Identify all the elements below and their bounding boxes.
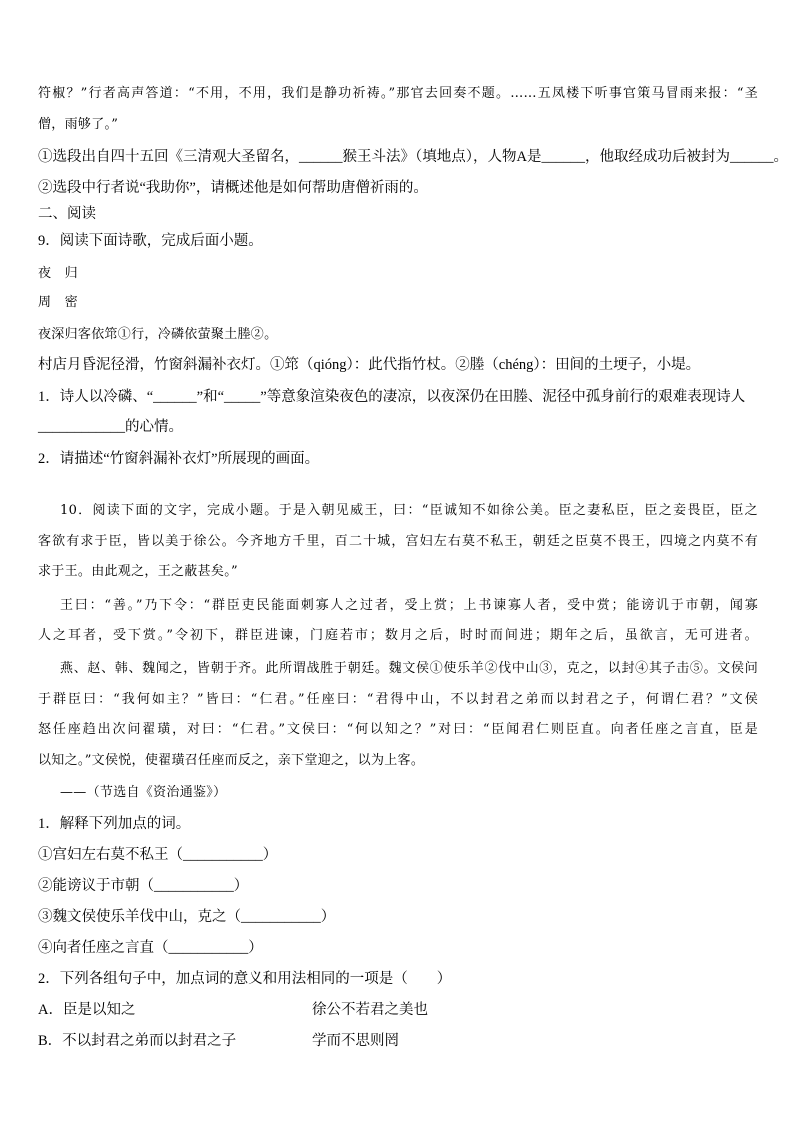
question-line: ③魏文侯使乐羊伐中山，克之（___________） <box>38 909 336 925</box>
question-line: ②能谤议于市朝（___________） <box>38 878 249 894</box>
option-b-right: 学而不思则罔 <box>312 1033 399 1049</box>
question-line: ①宫妇左右莫不私王（___________） <box>38 847 278 863</box>
passage-line: 人之耳者，受下赏。”令初下，群臣进谏，门庭若市；数月之后，时时而间进；期年之后，虽欲言，无可进者。 <box>38 628 758 643</box>
poem-title: 夜 归 <box>38 266 78 281</box>
passage-line: 求于王。由此观之，王之蔽甚矣。” <box>38 564 238 579</box>
question-line: 1．解释下列加点的词。 <box>38 816 191 832</box>
poem-author: 周 密 <box>38 295 78 310</box>
question-line: 1．诗人以冷磷、“______”和“_____”等意象渲染夜色的凄凉，以夜深仍在田塍、泥径中孤身前行的艰难表现诗人 <box>38 389 746 405</box>
section-heading: 二、阅读 <box>38 206 96 222</box>
question-line: 2．请描述“竹窗斜漏补衣灯”所展现的画面。 <box>38 451 320 467</box>
passage-line: 燕、赵、韩、魏闻之，皆朝于齐。此所谓战胜于朝廷。魏文侯①使乐羊②伐中山③，克之，以封④其子击⑤。文侯问 <box>60 661 758 676</box>
text-line: 僧，雨够了。” <box>38 117 119 132</box>
option-a-left: A．臣是以知之 <box>38 1002 136 1018</box>
option-b-left: B．不以封君之弟而以封君之子 <box>38 1033 237 1049</box>
poem-line-with-note: 村店月昏泥径滑，竹窗斜漏补衣灯。①筇（qióng）：此代指竹杖。②塍（chéng）：田间的土埂子，小堤。 <box>38 357 701 373</box>
passage-line: 10．阅读下面的文字，完成小题。于是入朝见威王，曰：“臣诚知不如徐公美。臣之妻私臣，臣之妾畏臣，臣之 <box>60 503 758 518</box>
passage-line: 客欲有求于臣，皆以美于徐公。今齐地方千里，百二十城，宫妇左右莫不私王，朝廷之臣莫不畏王，四境之内莫不有 <box>38 534 758 549</box>
question-line: 2．下列各组句子中，加点词的意义和用法相同的一项是（ ） <box>38 971 452 987</box>
question-heading: 9．阅读下面诗歌，完成后面小题。 <box>38 233 263 249</box>
question-line: ____________的心情。 <box>38 419 183 435</box>
text-line: 符椒？”行者高声答道：“不用，不用，我们是静功祈祷。”那官去回奏不题。……五凤楼下听事官策马冒雨来报：“圣 <box>38 86 758 101</box>
passage-line: 怒任座趋出次问翟璜，对曰：“仁君。”文侯曰：“何以知之？”对曰：“臣闻君仁则臣直。向者任座之言直，臣是 <box>38 722 758 737</box>
source-line: ——（节选自《资治通鉴》） <box>60 785 227 800</box>
poem-line: 夜深归客依筇①行，冷磷依萤聚土塍②。 <box>38 327 278 342</box>
passage-line: 以知之。”文侯悦，使翟璜召任座而反之，亲下堂迎之，以为上客。 <box>38 753 425 768</box>
passage-line: 于群臣曰：“我何如主？”皆曰：“仁君。”任座曰：“君得中山，不以封君之弟而以封君之子，何谓仁君？”文侯 <box>38 692 758 707</box>
option-a-right: 徐公不若君之美也 <box>312 1002 428 1018</box>
question-line: ②选段中行者说“我助你”，请概述他是如何帮助唐僧祈雨的。 <box>38 180 428 196</box>
question-line: ④向者任座之言直（___________） <box>38 940 263 956</box>
passage-line: 王曰：“善。”乃下令：“群臣吏民能面刺寡人之过者，受上赏；上书谏寡人者，受中赏；能谤讥于市朝，闻寡 <box>60 598 758 613</box>
question-line: ①选段出自四十五回《三清观大圣留名，______猴王斗法》（填地点），人物A是______，他取经成功后被封为______。 <box>38 149 788 165</box>
